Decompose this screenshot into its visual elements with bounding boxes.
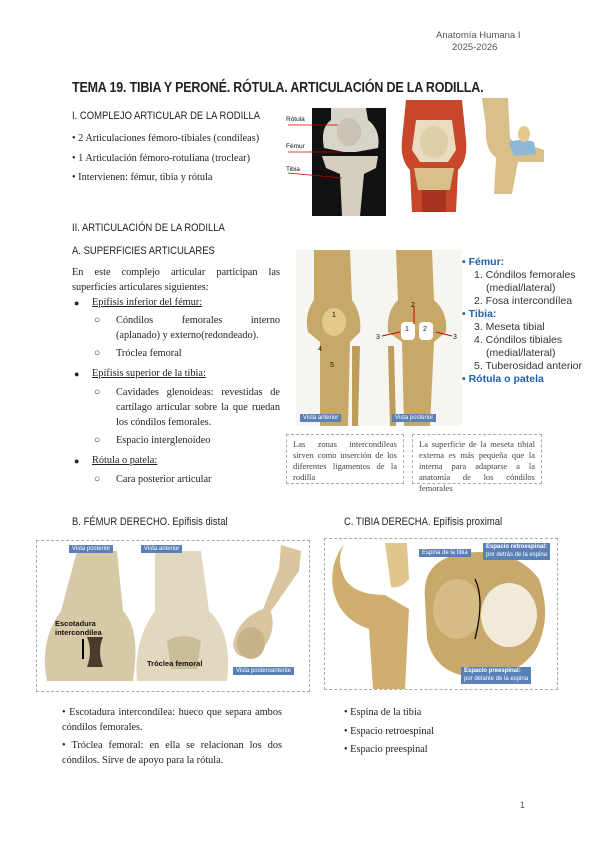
circle-bullet-icon: ○ bbox=[94, 435, 101, 446]
label-escotadura: Escotadura intercondílea bbox=[55, 619, 102, 637]
intro-line-1: En este complejo articular participan las bbox=[72, 267, 280, 278]
circle-bullet-icon: ○ bbox=[94, 474, 101, 485]
section-1-heading: I. COMPLEJO ARTICULAR DE LA RODILLA bbox=[72, 110, 261, 122]
knee-legend bbox=[462, 256, 594, 386]
legend-item: 1. Cóndilos femorales bbox=[474, 269, 576, 281]
note-intercondilea: Las zonas intercondíleas sirven como inserción de los diferentes ligamentos de la rodilla bbox=[286, 434, 404, 484]
section-b-bullets bbox=[62, 706, 282, 768]
femur-sub-1b: (aplanado) y externo(redondeado). bbox=[116, 330, 259, 341]
rotula-item: Rótula o patela: bbox=[92, 455, 158, 466]
femur-sub-2: Tróclea femoral bbox=[116, 348, 182, 359]
list-item: • Tróclea femoral: en ella se relacionan los dos bbox=[62, 740, 282, 751]
fig-number: 3 bbox=[453, 334, 457, 341]
label-espina: Espina de la tibia bbox=[419, 549, 471, 557]
label-preespinal bbox=[461, 667, 531, 684]
legend-item: 4. Cóndilos tibiales bbox=[474, 334, 563, 346]
section-2a-heading: A. SUPERFICIES ARTICULARES bbox=[72, 245, 215, 257]
header-subject: Anatomía Humana I bbox=[436, 30, 521, 41]
fig-number: 2 bbox=[423, 326, 427, 333]
tibia-sub-2: Espacio interglenoideo bbox=[116, 435, 211, 446]
list-item: • Espina de la tibia bbox=[344, 707, 422, 718]
knee-lateral-illustration bbox=[478, 98, 550, 194]
knee-ligaments-illustration bbox=[398, 100, 470, 212]
page-title: TEMA 19. TIBIA Y PERONÉ. RÓTULA. ARTICULACIÓN DE LA RODILLA. bbox=[72, 80, 484, 96]
list-item: • Intervienen: fémur, tibia y rótula bbox=[72, 172, 213, 183]
fig-number: 2 bbox=[411, 302, 415, 309]
fig-number: 3 bbox=[376, 334, 380, 341]
legend-item: 3. Meseta tibial bbox=[474, 321, 545, 333]
knee-views-figure bbox=[296, 250, 462, 426]
femur-figure bbox=[36, 540, 310, 692]
intro-line-2: superficies articulares siguientes: bbox=[72, 281, 209, 293]
legend-femur-heading: • Fémur: bbox=[462, 256, 505, 268]
fig-number: 4 bbox=[318, 346, 322, 353]
list-item: • 1 Articulación fémoro-rotuliana (troclear) bbox=[72, 152, 251, 164]
label-vista-posteroanterior: Vista posteroanterior bbox=[233, 667, 294, 675]
label-retroespinal bbox=[483, 543, 550, 560]
legend-item: 5. Tuberosidad anterior bbox=[474, 360, 582, 372]
note-meseta-tibial: La superficie de la meseta tibial externa es más pequeña que la interna para adaptarse a la anatomía de los cóndilos femorales bbox=[412, 434, 542, 484]
list-item: cóndilos. Sirve de apoyo para la rótula. bbox=[62, 754, 224, 766]
bullet-icon: ● bbox=[74, 456, 80, 466]
fig-number: 5 bbox=[330, 362, 334, 369]
label-retro-text: por detrás de la espina bbox=[486, 551, 548, 558]
legend-item: 2. Fosa intercondílea bbox=[474, 295, 573, 307]
label-tibia: Tibia bbox=[286, 166, 300, 173]
section-b-heading: B. FÉMUR DERECHO. Epífisis distal bbox=[72, 516, 228, 528]
label-vista-anterior: Vista anterior bbox=[300, 414, 341, 422]
label-retro-heading: Espacio retroespinal: bbox=[486, 544, 548, 550]
header bbox=[436, 30, 521, 54]
page-number: 1 bbox=[520, 800, 526, 810]
section-2-heading: II. ARTICULACIÓN DE LA RODILLA bbox=[72, 222, 225, 234]
tibia-item: Epífisis superior de la tibia: bbox=[92, 368, 206, 379]
tibia-sub-1a: Cavidades glenoideas: revestidas de bbox=[116, 387, 280, 398]
list-item: • Escotadura intercondílea: hueco que separa ambos bbox=[62, 707, 282, 718]
rotula-sub-1: Cara posterior articular bbox=[116, 474, 212, 485]
section-c-bullets bbox=[344, 706, 434, 758]
section-2a-text bbox=[72, 266, 280, 295]
femur-item: Epífisis inferior del fémur: bbox=[92, 297, 203, 308]
tibia-figure bbox=[324, 538, 558, 690]
label-troclea: Tróclea femoral bbox=[147, 659, 203, 668]
circle-bullet-icon: ○ bbox=[94, 387, 101, 398]
legend-item: (medial/lateral) bbox=[486, 347, 556, 359]
label-rotula: Rótula bbox=[286, 116, 305, 123]
legend-tibia-heading: • Tibia: bbox=[462, 308, 497, 320]
list-item: • 2 Articulaciones fémoro-tibiales (condíleas) bbox=[72, 133, 260, 144]
header-year: 2025-2026 bbox=[452, 42, 498, 53]
label-vista-anterior: Vista anterior bbox=[141, 545, 182, 553]
label-femur: Fémur bbox=[286, 143, 305, 150]
list-item: cóndilos femorales. bbox=[62, 721, 143, 733]
label-pre-text: por delante de la espina bbox=[464, 675, 529, 682]
label-vista-posterior: Vista posterior bbox=[69, 545, 113, 553]
list-item: • Espacio retroespinal bbox=[344, 725, 434, 737]
femur-sub-1a: Cóndilos femorales interno bbox=[116, 315, 280, 326]
bullet-icon: ● bbox=[74, 298, 80, 308]
section-1-bullets bbox=[72, 132, 259, 186]
label-vista-posterior: Vista posterior bbox=[392, 414, 436, 422]
articular-surfaces-list bbox=[72, 296, 282, 488]
fig-number: 1 bbox=[332, 312, 336, 319]
section-c-heading: C. TIBIA DERECHA. Epífisis proximal bbox=[344, 516, 503, 528]
legend-item: (medial/lateral) bbox=[486, 282, 556, 294]
legend-rotula-heading: • Rótula o patela bbox=[462, 373, 544, 385]
circle-bullet-icon: ○ bbox=[94, 315, 101, 326]
bullet-icon: ● bbox=[74, 369, 80, 379]
fig-number: 1 bbox=[405, 326, 409, 333]
list-item: • Espacio preespinal bbox=[344, 744, 428, 755]
label-pre-heading: Espacio preespinal: bbox=[464, 668, 521, 674]
knee-bones-figure bbox=[286, 108, 386, 216]
tibia-sub-1c: los cóndilos femorales. bbox=[116, 417, 212, 428]
tibia-sub-1b: cartílago articular sobre la que ruedan bbox=[116, 402, 280, 413]
circle-bullet-icon: ○ bbox=[94, 348, 101, 359]
